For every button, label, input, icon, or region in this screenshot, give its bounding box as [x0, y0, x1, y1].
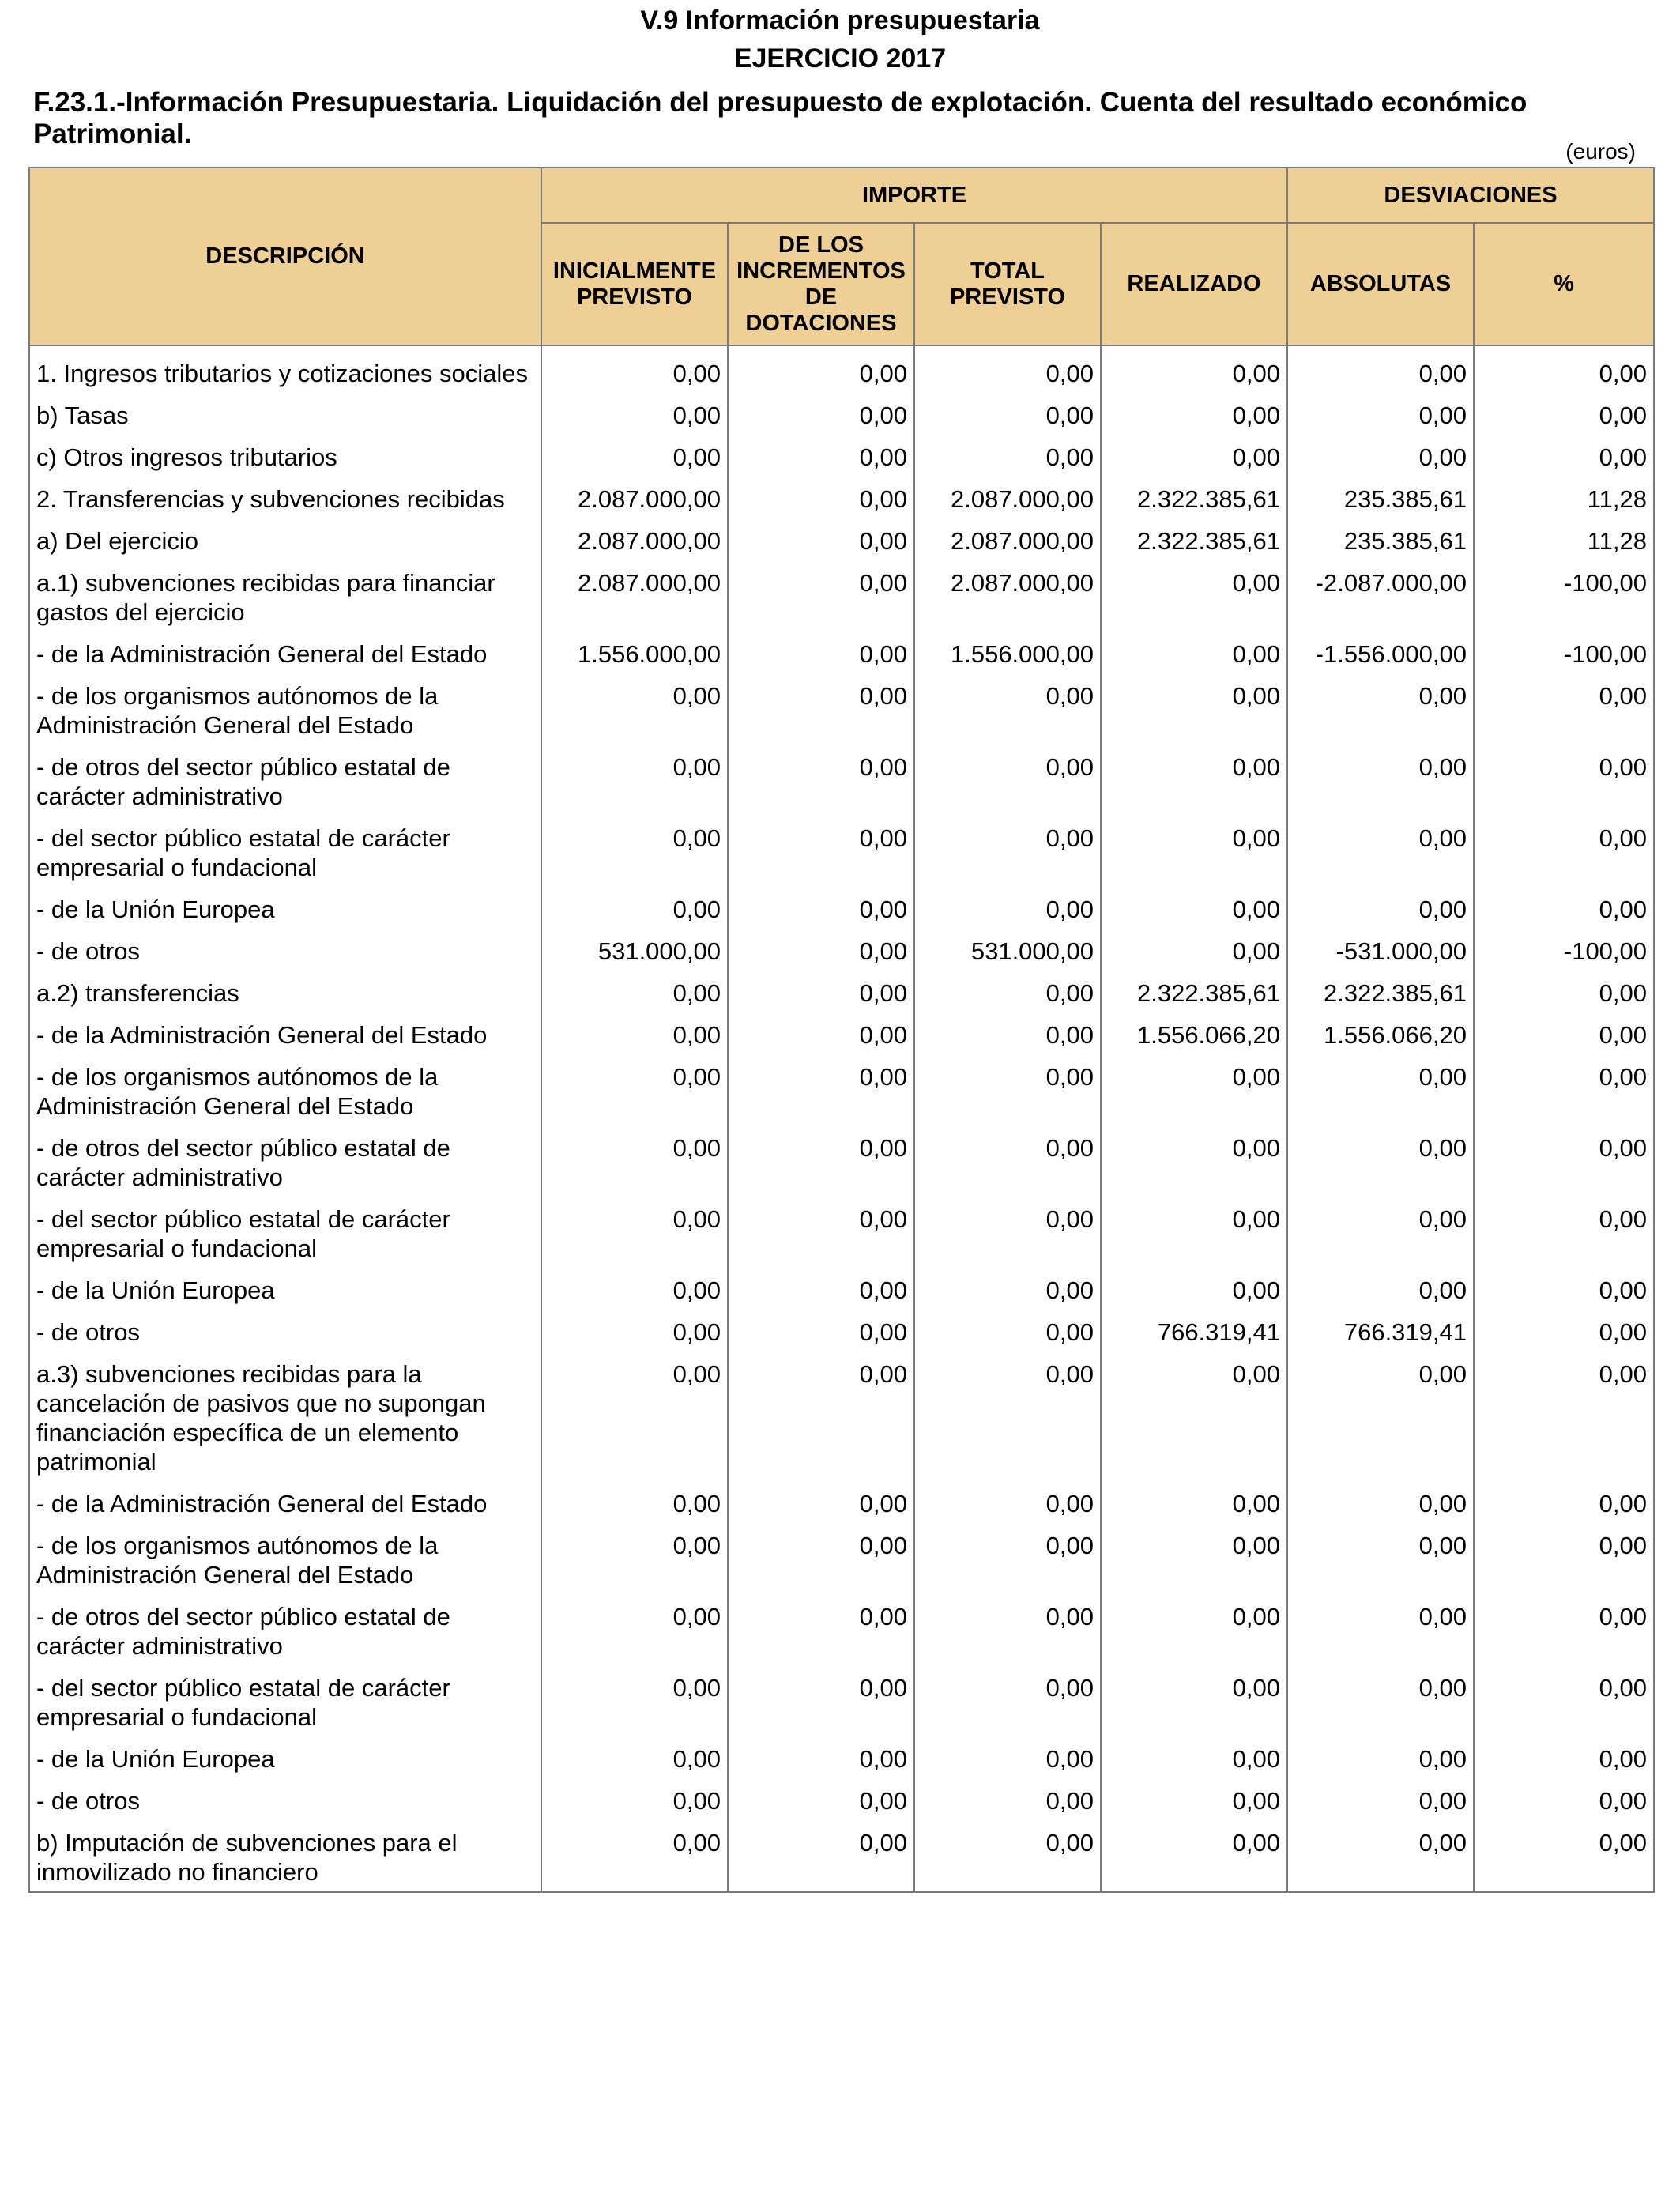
- cell-inicialmente-previsto: 0,00: [541, 1192, 728, 1263]
- column-header-realizado: REALIZADO: [1101, 223, 1287, 345]
- cell-desviacion-percent: 0,00: [1474, 1192, 1654, 1263]
- cell-total-previsto: 0,00: [914, 1050, 1101, 1121]
- cell-desviacion-percent: 0,00: [1474, 1774, 1654, 1815]
- cell-realizado: 766.319,41: [1101, 1305, 1287, 1347]
- cell-incrementos-dotaciones: 0,00: [728, 1263, 914, 1305]
- cell-desviacion-percent: 0,00: [1474, 882, 1654, 924]
- cell-inicialmente-previsto: 0,00: [541, 1263, 728, 1305]
- cell-realizado: 0,00: [1101, 1661, 1287, 1732]
- table-row: [29, 924, 1654, 966]
- cell-inicialmente-previsto: 0,00: [541, 966, 728, 1008]
- table-row: [29, 1661, 1654, 1732]
- cell-desviacion-absoluta: 0,00: [1287, 1121, 1474, 1192]
- cell-realizado: 0,00: [1101, 388, 1287, 430]
- cell-desviacion-absoluta: 0,00: [1287, 388, 1474, 430]
- row-description: - del sector público estatal de carácter empresarial o fundacional: [29, 1192, 541, 1263]
- cell-inicialmente-previsto: 0,00: [541, 882, 728, 924]
- row-description: - de otros del sector público estatal de carácter administrativo: [29, 1121, 541, 1192]
- cell-inicialmente-previsto: 0,00: [541, 1050, 728, 1121]
- cell-incrementos-dotaciones: 0,00: [728, 740, 914, 811]
- row-description: a.3) subvenciones recibidas para la cancelación de pasivos que no supongan financiación específica de un elemento patrimonial: [29, 1347, 541, 1476]
- cell-total-previsto: 0,00: [914, 430, 1101, 472]
- table-row: [29, 1589, 1654, 1661]
- cell-desviacion-absoluta: 235.385,61: [1287, 514, 1474, 556]
- cell-inicialmente-previsto: 0,00: [541, 1774, 728, 1815]
- cell-desviacion-percent: -100,00: [1474, 556, 1654, 627]
- row-description: c) Otros ingresos tributarios: [29, 430, 541, 472]
- row-description: - de la Administración General del Estado: [29, 1008, 541, 1050]
- cell-inicialmente-previsto: 0,00: [541, 388, 728, 430]
- cell-desviacion-percent: 0,00: [1474, 1050, 1654, 1121]
- cell-realizado: 2.322.385,61: [1101, 514, 1287, 556]
- row-description: - del sector público estatal de carácter empresarial o fundacional: [29, 1661, 541, 1732]
- cell-desviacion-absoluta: 0,00: [1287, 345, 1474, 388]
- cell-total-previsto: 0,00: [914, 1589, 1101, 1661]
- row-description: - de los organismos autónomos de la Administración General del Estado: [29, 1518, 541, 1589]
- row-description: - de la Unión Europea: [29, 1263, 541, 1305]
- cell-desviacion-absoluta: 0,00: [1287, 1518, 1474, 1589]
- cell-desviacion-percent: 0,00: [1474, 1476, 1654, 1518]
- cell-incrementos-dotaciones: 0,00: [728, 1476, 914, 1518]
- cell-desviacion-percent: 0,00: [1474, 1263, 1654, 1305]
- cell-desviacion-percent: -100,00: [1474, 924, 1654, 966]
- document-title: V.9 Información presupuestaria: [640, 6, 1040, 36]
- cell-incrementos-dotaciones: 0,00: [728, 966, 914, 1008]
- row-description: - del sector público estatal de carácter empresarial o fundacional: [29, 811, 541, 882]
- cell-desviacion-absoluta: 2.322.385,61: [1287, 966, 1474, 1008]
- cell-inicialmente-previsto: 0,00: [541, 1589, 728, 1661]
- cell-total-previsto: 0,00: [914, 1305, 1101, 1347]
- cell-total-previsto: 0,00: [914, 882, 1101, 924]
- table-row: [29, 1815, 1654, 1892]
- table-row: [29, 1305, 1654, 1347]
- cell-inicialmente-previsto: 0,00: [541, 1518, 728, 1589]
- cell-desviacion-absoluta: 0,00: [1287, 1476, 1474, 1518]
- table-row: [29, 1518, 1654, 1589]
- cell-realizado: 0,00: [1101, 740, 1287, 811]
- table-row: [29, 1008, 1654, 1050]
- row-description: - de otros: [29, 924, 541, 966]
- table-row: [29, 388, 1654, 430]
- cell-incrementos-dotaciones: 0,00: [728, 1815, 914, 1892]
- cell-total-previsto: 1.556.000,00: [914, 627, 1101, 669]
- cell-total-previsto: 0,00: [914, 740, 1101, 811]
- cell-inicialmente-previsto: 0,00: [541, 669, 728, 740]
- cell-realizado: 0,00: [1101, 1050, 1287, 1121]
- cell-realizado: 0,00: [1101, 430, 1287, 472]
- cell-desviacion-percent: 0,00: [1474, 430, 1654, 472]
- cell-total-previsto: 0,00: [914, 1518, 1101, 1589]
- cell-incrementos-dotaciones: 0,00: [728, 1305, 914, 1347]
- cell-incrementos-dotaciones: 0,00: [728, 924, 914, 966]
- cell-desviacion-absoluta: 0,00: [1287, 1774, 1474, 1815]
- cell-incrementos-dotaciones: 0,00: [728, 514, 914, 556]
- cell-realizado: 0,00: [1101, 1815, 1287, 1892]
- cell-inicialmente-previsto: 0,00: [541, 1476, 728, 1518]
- row-description: a.1) subvenciones recibidas para financiar gastos del ejercicio: [29, 556, 541, 627]
- cell-desviacion-absoluta: 0,00: [1287, 1815, 1474, 1892]
- cell-desviacion-percent: 0,00: [1474, 740, 1654, 811]
- cell-incrementos-dotaciones: 0,00: [728, 1121, 914, 1192]
- cell-desviacion-percent: 0,00: [1474, 1305, 1654, 1347]
- cell-inicialmente-previsto: 0,00: [541, 1121, 728, 1192]
- cell-desviacion-absoluta: 0,00: [1287, 1192, 1474, 1263]
- cell-inicialmente-previsto: 0,00: [541, 345, 728, 388]
- cell-desviacion-percent: 0,00: [1474, 1589, 1654, 1661]
- cell-incrementos-dotaciones: 0,00: [728, 1008, 914, 1050]
- cell-realizado: 0,00: [1101, 1518, 1287, 1589]
- column-header-percent: %: [1474, 223, 1654, 345]
- row-description: - de los organismos autónomos de la Administración General del Estado: [29, 1050, 541, 1121]
- cell-desviacion-percent: 0,00: [1474, 1518, 1654, 1589]
- table-row: [29, 1774, 1654, 1815]
- budget-liquidation-table: [28, 167, 1655, 1893]
- cell-desviacion-percent: 0,00: [1474, 966, 1654, 1008]
- table-row: [29, 1192, 1654, 1263]
- row-description: - de la Administración General del Estado: [29, 1476, 541, 1518]
- row-description: 2. Transferencias y subvenciones recibidas: [29, 472, 541, 514]
- row-description: - de los organismos autónomos de la Administración General del Estado: [29, 669, 541, 740]
- table-row: [29, 1347, 1654, 1476]
- cell-total-previsto: 0,00: [914, 1476, 1101, 1518]
- cell-incrementos-dotaciones: 0,00: [728, 811, 914, 882]
- cell-desviacion-percent: 0,00: [1474, 811, 1654, 882]
- section-heading: F.23.1.-Información Presupuestaria. Liquidación del presupuesto de explotación. Cuenta del resultado económico Patrimonial.: [33, 87, 1527, 149]
- cell-desviacion-percent: 0,00: [1474, 1347, 1654, 1476]
- cell-desviacion-absoluta: 235.385,61: [1287, 472, 1474, 514]
- column-header-inicialmente-previsto: INICIALMENTE PREVISTO: [541, 223, 728, 345]
- cell-desviacion-absoluta: 1.556.066,20: [1287, 1008, 1474, 1050]
- cell-inicialmente-previsto: 0,00: [541, 1008, 728, 1050]
- row-description: - de otros: [29, 1774, 541, 1815]
- cell-realizado: 0,00: [1101, 345, 1287, 388]
- cell-incrementos-dotaciones: 0,00: [728, 1347, 914, 1476]
- cell-inicialmente-previsto: 2.087.000,00: [541, 514, 728, 556]
- cell-desviacion-absoluta: 0,00: [1287, 1661, 1474, 1732]
- table-row: [29, 811, 1654, 882]
- cell-desviacion-absoluta: 766.319,41: [1287, 1305, 1474, 1347]
- cell-desviacion-absoluta: 0,00: [1287, 669, 1474, 740]
- cell-total-previsto: 0,00: [914, 1347, 1101, 1476]
- cell-incrementos-dotaciones: 0,00: [728, 556, 914, 627]
- column-header-incrementos-dotaciones: DE LOS INCREMENTOS DE DOTACIONES: [728, 223, 914, 345]
- row-description: - de otros: [29, 1305, 541, 1347]
- table-row: [29, 740, 1654, 811]
- cell-total-previsto: 0,00: [914, 1192, 1101, 1263]
- cell-incrementos-dotaciones: 0,00: [728, 1661, 914, 1732]
- column-header-total-previsto: TOTAL PREVISTO: [914, 223, 1101, 345]
- cell-total-previsto: 0,00: [914, 388, 1101, 430]
- group-header-importe: IMPORTE: [541, 168, 1287, 223]
- cell-realizado: 0,00: [1101, 1347, 1287, 1476]
- table-row: [29, 430, 1654, 472]
- table-row: [29, 556, 1654, 627]
- column-header-absolutas: ABSOLUTAS: [1287, 223, 1474, 345]
- cell-total-previsto: 0,00: [914, 1263, 1101, 1305]
- table-row: [29, 472, 1654, 514]
- table-row: [29, 1263, 1654, 1305]
- cell-total-previsto: 0,00: [914, 811, 1101, 882]
- cell-incrementos-dotaciones: 0,00: [728, 472, 914, 514]
- cell-desviacion-absoluta: -2.087.000,00: [1287, 556, 1474, 627]
- cell-desviacion-absoluta: 0,00: [1287, 1050, 1474, 1121]
- cell-desviacion-absoluta: 0,00: [1287, 1589, 1474, 1661]
- cell-desviacion-absoluta: 0,00: [1287, 811, 1474, 882]
- row-description: b) Tasas: [29, 388, 541, 430]
- cell-desviacion-percent: 0,00: [1474, 669, 1654, 740]
- cell-total-previsto: 2.087.000,00: [914, 556, 1101, 627]
- cell-total-previsto: 0,00: [914, 345, 1101, 388]
- cell-desviacion-absoluta: -1.556.000,00: [1287, 627, 1474, 669]
- cell-desviacion-absoluta: 0,00: [1287, 1732, 1474, 1774]
- cell-realizado: 0,00: [1101, 627, 1287, 669]
- group-header-desviaciones: DESVIACIONES: [1287, 168, 1654, 223]
- table-row: [29, 669, 1654, 740]
- row-description: b) Imputación de subvenciones para el inmovilizado no financiero: [29, 1815, 541, 1892]
- cell-realizado: 0,00: [1101, 1192, 1287, 1263]
- cell-desviacion-percent: 0,00: [1474, 1008, 1654, 1050]
- cell-desviacion-absoluta: -531.000,00: [1287, 924, 1474, 966]
- cell-inicialmente-previsto: 2.087.000,00: [541, 556, 728, 627]
- table-row: [29, 514, 1654, 556]
- cell-inicialmente-previsto: 531.000,00: [541, 924, 728, 966]
- cell-incrementos-dotaciones: 0,00: [728, 430, 914, 472]
- row-description: a) Del ejercicio: [29, 514, 541, 556]
- cell-inicialmente-previsto: 0,00: [541, 1305, 728, 1347]
- row-description: - de la Unión Europea: [29, 882, 541, 924]
- cell-realizado: 0,00: [1101, 811, 1287, 882]
- row-description: - de otros del sector público estatal de carácter administrativo: [29, 1589, 541, 1661]
- row-description: 1. Ingresos tributarios y cotizaciones sociales: [29, 345, 541, 388]
- cell-total-previsto: 0,00: [914, 1732, 1101, 1774]
- cell-desviacion-percent: 0,00: [1474, 388, 1654, 430]
- cell-desviacion-percent: 0,00: [1474, 1661, 1654, 1732]
- table-body: [29, 345, 1654, 1892]
- cell-desviacion-percent: 0,00: [1474, 345, 1654, 388]
- cell-inicialmente-previsto: 0,00: [541, 430, 728, 472]
- cell-realizado: 0,00: [1101, 1263, 1287, 1305]
- row-description: - de la Unión Europea: [29, 1732, 541, 1774]
- cell-incrementos-dotaciones: 0,00: [728, 1732, 914, 1774]
- cell-total-previsto: 531.000,00: [914, 924, 1101, 966]
- cell-realizado: 1.556.066,20: [1101, 1008, 1287, 1050]
- cell-incrementos-dotaciones: 0,00: [728, 1589, 914, 1661]
- column-header-descripcion: DESCRIPCIÓN: [29, 168, 541, 345]
- cell-total-previsto: 0,00: [914, 669, 1101, 740]
- row-description: - de la Administración General del Estado: [29, 627, 541, 669]
- cell-inicialmente-previsto: 0,00: [541, 1732, 728, 1774]
- cell-incrementos-dotaciones: 0,00: [728, 1192, 914, 1263]
- cell-inicialmente-previsto: 0,00: [541, 811, 728, 882]
- cell-desviacion-percent: -100,00: [1474, 627, 1654, 669]
- cell-inicialmente-previsto: 0,00: [541, 1815, 728, 1892]
- cell-inicialmente-previsto: 0,00: [541, 1347, 728, 1476]
- cell-incrementos-dotaciones: 0,00: [728, 345, 914, 388]
- cell-inicialmente-previsto: 0,00: [541, 1661, 728, 1732]
- table-row: [29, 345, 1654, 388]
- cell-incrementos-dotaciones: 0,00: [728, 1774, 914, 1815]
- cell-realizado: 0,00: [1101, 882, 1287, 924]
- cell-inicialmente-previsto: 1.556.000,00: [541, 627, 728, 669]
- table-row: [29, 1732, 1654, 1774]
- cell-total-previsto: 0,00: [914, 1661, 1101, 1732]
- cell-realizado: 2.322.385,61: [1101, 966, 1287, 1008]
- cell-realizado: 0,00: [1101, 669, 1287, 740]
- cell-inicialmente-previsto: 0,00: [541, 740, 728, 811]
- cell-desviacion-percent: 0,00: [1474, 1121, 1654, 1192]
- cell-realizado: 0,00: [1101, 1732, 1287, 1774]
- row-description: - de otros del sector público estatal de carácter administrativo: [29, 740, 541, 811]
- table-row: [29, 1476, 1654, 1518]
- cell-desviacion-percent: 0,00: [1474, 1732, 1654, 1774]
- table-row: [29, 627, 1654, 669]
- cell-desviacion-absoluta: 0,00: [1287, 1347, 1474, 1476]
- cell-realizado: 0,00: [1101, 1589, 1287, 1661]
- cell-desviacion-percent: 11,28: [1474, 514, 1654, 556]
- currency-unit-note: (euros): [1565, 139, 1636, 164]
- cell-inicialmente-previsto: 2.087.000,00: [541, 472, 728, 514]
- row-description: a.2) transferencias: [29, 966, 541, 1008]
- cell-incrementos-dotaciones: 0,00: [728, 1050, 914, 1121]
- cell-total-previsto: 0,00: [914, 1008, 1101, 1050]
- cell-incrementos-dotaciones: 0,00: [728, 669, 914, 740]
- cell-incrementos-dotaciones: 0,00: [728, 882, 914, 924]
- fiscal-year-title: EJERCICIO 2017: [733, 43, 947, 74]
- table-row: [29, 966, 1654, 1008]
- cell-realizado: 0,00: [1101, 1774, 1287, 1815]
- cell-realizado: 0,00: [1101, 556, 1287, 627]
- cell-total-previsto: 0,00: [914, 1121, 1101, 1192]
- cell-realizado: 0,00: [1101, 1121, 1287, 1192]
- cell-incrementos-dotaciones: 0,00: [728, 1518, 914, 1589]
- table-row: [29, 882, 1654, 924]
- cell-desviacion-percent: 11,28: [1474, 472, 1654, 514]
- cell-realizado: 0,00: [1101, 1476, 1287, 1518]
- cell-desviacion-absoluta: 0,00: [1287, 1263, 1474, 1305]
- cell-total-previsto: 0,00: [914, 1815, 1101, 1892]
- cell-realizado: 0,00: [1101, 924, 1287, 966]
- cell-total-previsto: 2.087.000,00: [914, 472, 1101, 514]
- cell-total-previsto: 2.087.000,00: [914, 514, 1101, 556]
- cell-realizado: 2.322.385,61: [1101, 472, 1287, 514]
- cell-incrementos-dotaciones: 0,00: [728, 388, 914, 430]
- cell-desviacion-absoluta: 0,00: [1287, 430, 1474, 472]
- cell-desviacion-absoluta: 0,00: [1287, 882, 1474, 924]
- cell-desviacion-absoluta: 0,00: [1287, 740, 1474, 811]
- cell-total-previsto: 0,00: [914, 1774, 1101, 1815]
- cell-total-previsto: 0,00: [914, 966, 1101, 1008]
- cell-incrementos-dotaciones: 0,00: [728, 627, 914, 669]
- table-row: [29, 1050, 1654, 1121]
- table-row: [29, 1121, 1654, 1192]
- cell-desviacion-percent: 0,00: [1474, 1815, 1654, 1892]
